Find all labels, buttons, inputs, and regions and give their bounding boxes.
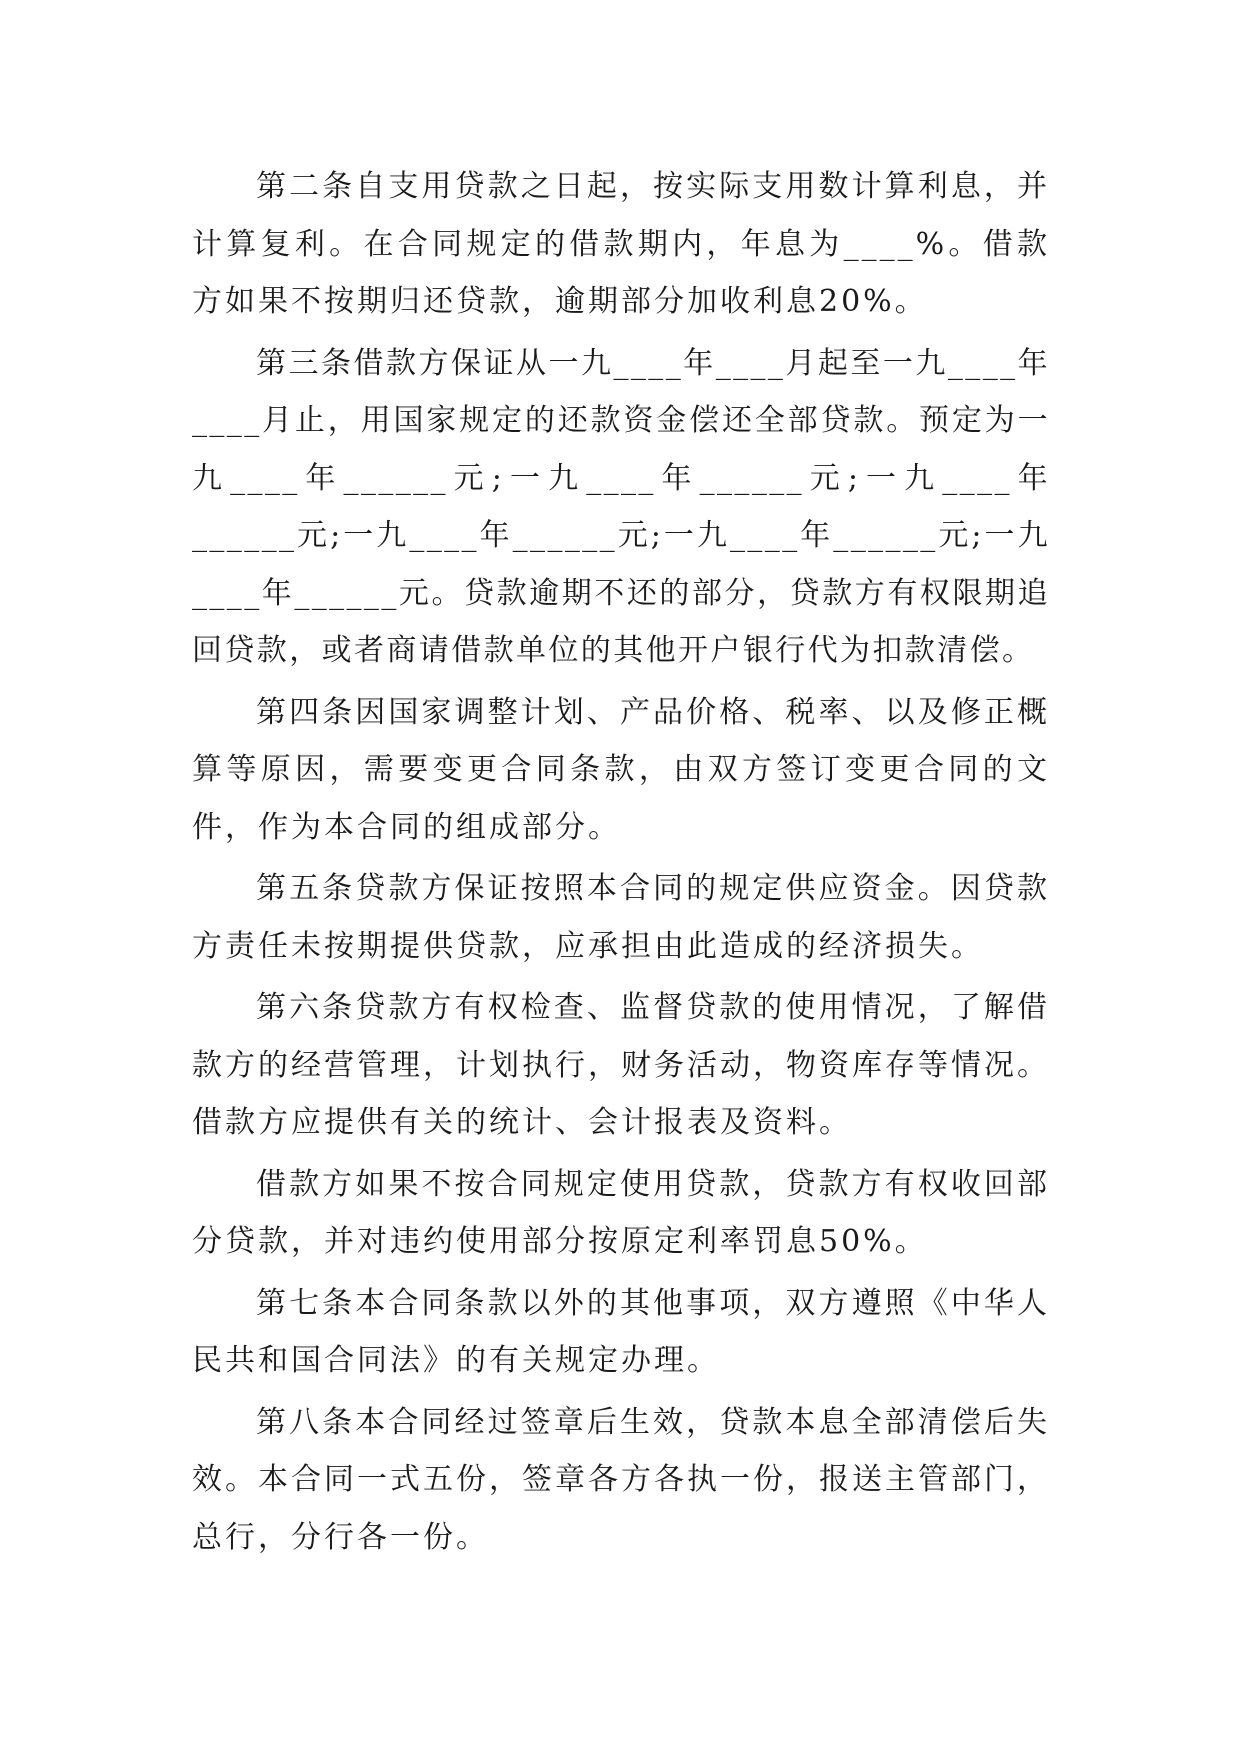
article-4-paragraph: 第四条因国家调整计划、产品价格、税率、以及修正概算等原因，需要变更合同条款，由双方签订变更合同的文件，作为本合同的组成部分。 xyxy=(192,694,1050,845)
article-6-continuation-paragraph: 借款方如果不按合同规定使用贷款，贷款方有权收回部分贷款，并对违约使用部分按原定利率罚息50%。 xyxy=(192,1166,1050,1259)
article-3-paragraph: 第三条借款方保证从一九____年____月起至一九____年____月止，用国家规定的还款资金偿还全部贷款。预定为一九____年______元;一九____年______元;一九____年______元;一九____年______元;一九____年______元;一九____年______元。贷款逾期不还的部分，贷款方有权限期追回贷款，或者商请借款单位的其他开户银行代为扣款清偿。 xyxy=(192,345,1050,668)
article-2-paragraph: 第二条自支用贷款之日起，按实际支用数计算利息，并计算复利。在合同规定的借款期内，年息为____%。借款方如果不按期归还贷款，逾期部分加收利息20%。 xyxy=(192,169,1050,319)
article-7-paragraph: 第七条本合同条款以外的其他事项，双方遵照《中华人民共和国合同法》的有关规定办理。 xyxy=(192,1285,1050,1378)
article-5-paragraph: 第五条贷款方保证按照本合同的规定供应资金。因贷款方责任未按期提供贷款，应承担由此造成的经济损失。 xyxy=(192,871,1050,964)
document-page xyxy=(192,158,1050,1570)
article-8-paragraph: 第八条本合同经过签章后生效，贷款本息全部清偿后失效。本合同一式五份，签章各方各执一份，报送主管部门，总行，分行各一份。 xyxy=(192,1404,1050,1555)
article-6-paragraph: 第六条贷款方有权检查、监督贷款的使用情况，了解借款方的经营管理，计划执行，财务活动，物资库存等情况。借款方应提供有关的统计、会计报表及资料。 xyxy=(192,990,1050,1140)
